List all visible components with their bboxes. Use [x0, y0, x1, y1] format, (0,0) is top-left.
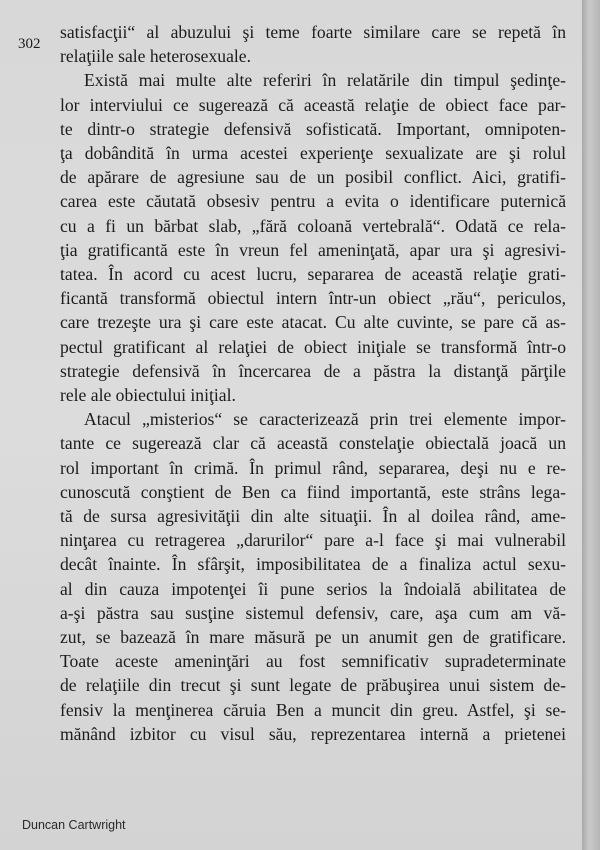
- text-line: tă de sursa agresivităţii din alte situaţii. În al doilea rând, ame-: [60, 506, 566, 527]
- page-number: 302: [18, 36, 41, 52]
- text-line: Există mai multe alte referiri în relatările din timpul şedinţe-: [84, 70, 566, 91]
- text-line: carea este căutată obsesiv pentru a evita o identificare puternică: [60, 191, 566, 212]
- text-line: pectul gratificant al relaţiei de obiect iniţiale se transformă într-o: [60, 336, 566, 357]
- text-line: mănând izbitor cu visul său, reprezentarea internă a prietenei: [60, 723, 566, 744]
- text-line: al din cauza impotenţei îi pune serios la îndoială abilitatea de: [60, 578, 566, 599]
- text-line: de apărare de agresiune sau de un posibil conflict. Aici, gratifi-: [60, 167, 566, 188]
- text-line: tatea. În acord cu acest lucru, separarea de această relaţie grati-: [60, 264, 566, 285]
- text-line: fensiv la menţinerea căruia Ben a muncit din greu. Astfel, şi se-: [60, 699, 566, 720]
- text-line: decât înainte. În sfârşit, imposibilitatea de a finaliza actul sexu-: [60, 554, 566, 575]
- text-line: rol important în crimă. În primul rând, separarea, deşi nu e re-: [60, 457, 566, 478]
- text-line: ninţarea cu retragerea „darurilor“ pare a-l face şi mai vulnerabil: [60, 530, 566, 551]
- text-line: de relaţiile din trecut şi sunt legate de prăbuşirea unui sistem de-: [60, 675, 566, 696]
- text-line: cu a fi un bărbat slab, „fără coloană vertebrală“. Odată ce rela-: [60, 215, 566, 236]
- text-line: satisfacţii“ al abuzului şi teme foarte similare care se repetă în: [60, 22, 566, 42]
- text-line: te dintr-o strategie defensivă sofisticată. Important, omnipoten-: [60, 118, 566, 139]
- body-text: [60, 20, 566, 746]
- text-line: strategie defensivă în încercarea de a păstra la distanţă părţile: [60, 360, 566, 381]
- text-line: a-şi păstra sau susţine sistemul defensiv, care, aşa cum am vă-: [60, 602, 566, 623]
- text-line: cunoscută conştient de Ben ca fiind importantă, este strâns lega-: [60, 481, 566, 502]
- text-line: ţia gratificantă este în vreun fel ameninţată, apar ura şi agresivi-: [60, 239, 566, 260]
- text-line: care trezeşte ura şi care este atacat. Cu alte cuvinte, se pare că as-: [60, 312, 566, 333]
- text-line: Toate aceste ameninţări au fost semnificativ supradeterminate: [60, 651, 566, 672]
- text-line: lor interviului ce sugerează că această relaţie de obiect face par-: [60, 94, 566, 115]
- text-line: ţa dobândită în urma acestei experienţe sexualizate are şi rolul: [60, 143, 566, 164]
- text-line: rele ale obiectului iniţial.: [60, 385, 236, 406]
- text-line: zut, se bazează în mare măsură pe un anumit gen de gratificare.: [60, 627, 566, 648]
- text-line: Atacul „misterios“ se caracterizează prin trei elemente impor-: [84, 409, 566, 430]
- running-footer: Duncan Cartwright: [22, 818, 126, 832]
- text-line: relaţiile sale heterosexuale.: [60, 46, 251, 67]
- text-line: ficantă transformă obiectul intern într-un obiect „rău“, periculos,: [60, 288, 566, 309]
- text-line: tante ce sugerează clar că această constelaţie obiectală joacă un: [60, 433, 566, 454]
- page-edge: [582, 0, 600, 850]
